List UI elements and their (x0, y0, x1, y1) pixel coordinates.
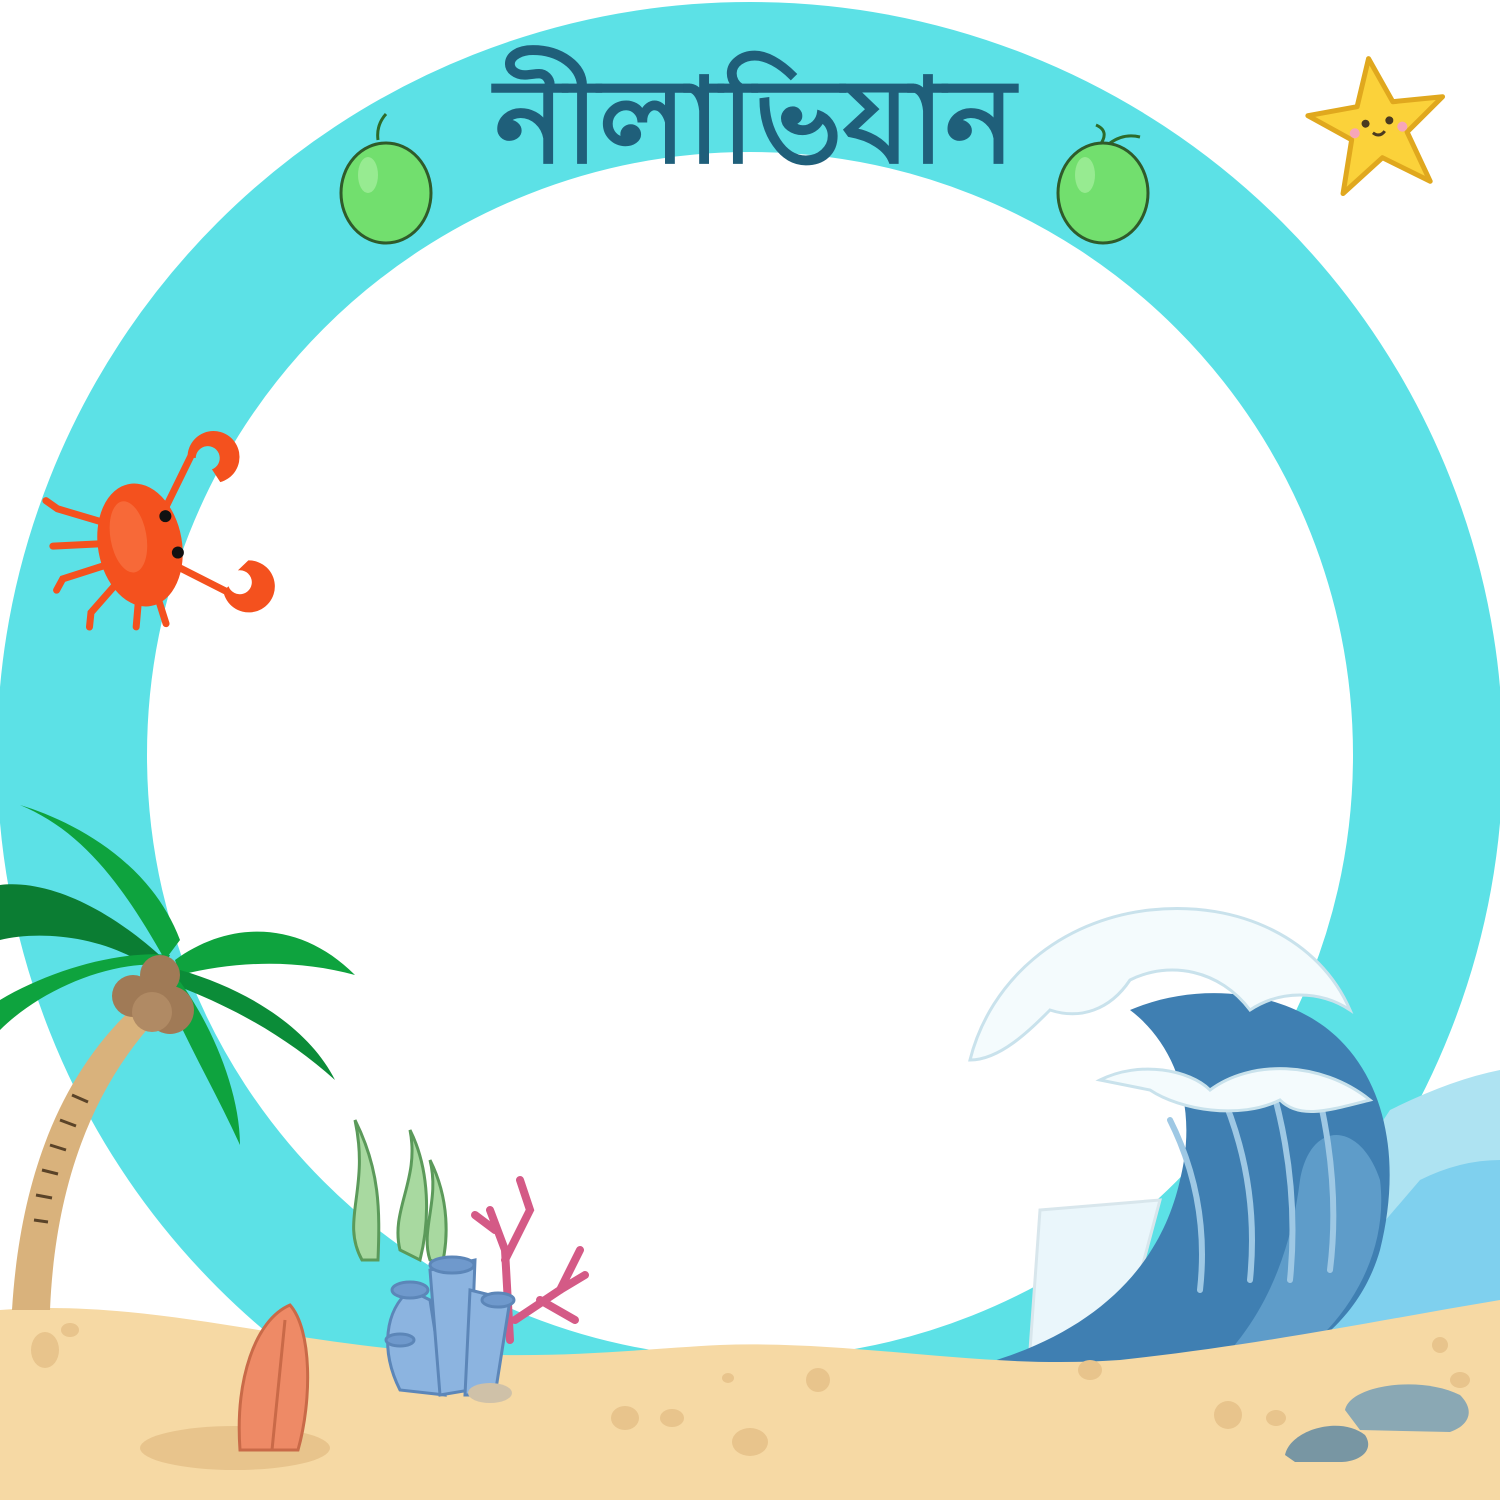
frame-title: নীলাভিযান (494, 52, 1016, 190)
seaweed-icon (354, 1120, 447, 1265)
pebble (468, 1383, 512, 1403)
surfboard-icon (239, 1305, 307, 1450)
starfish-icon (1301, 49, 1454, 197)
